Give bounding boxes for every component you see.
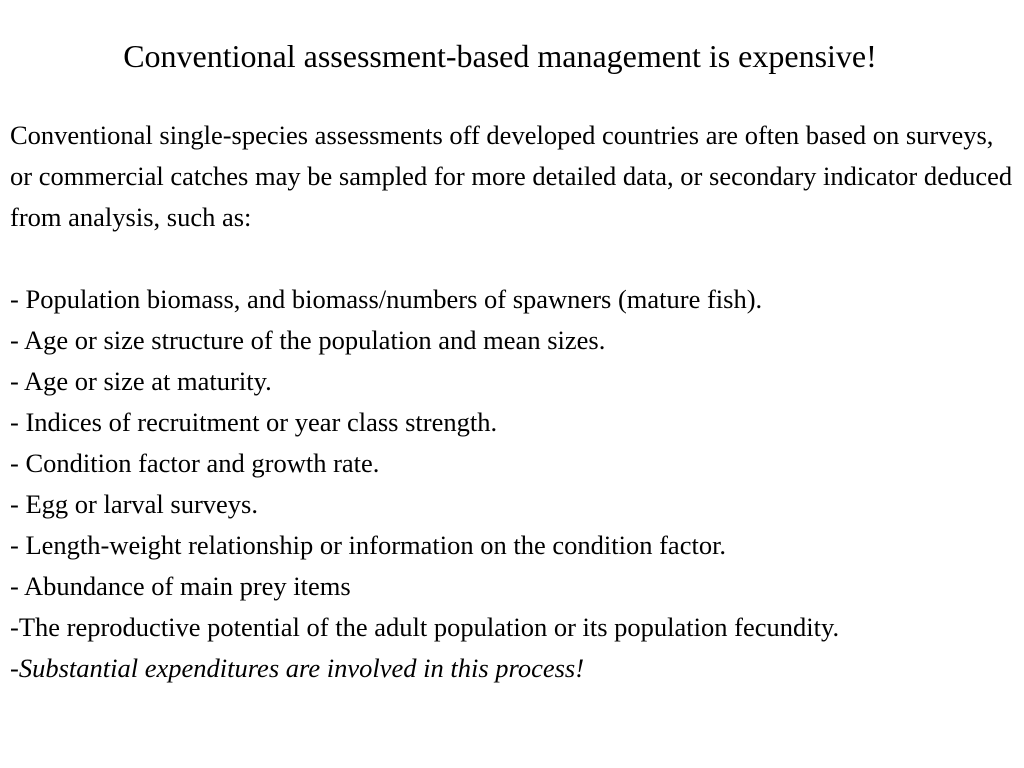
closing-emphasis: Substantial expenditures are involved in this process! (18, 653, 585, 683)
list-item: - Age or size structure of the population and mean sizes. (10, 325, 606, 355)
list-item: - Egg or larval surveys. (10, 489, 258, 519)
list-item: - Indices of recruitment or year class strength. (10, 407, 498, 437)
list-item: - Condition factor and growth rate. (10, 448, 380, 478)
slide-body (10, 115, 1015, 689)
list-item: -The reproductive potential of the adult population or its population fecundity. (10, 612, 840, 642)
closing-prefix: - (10, 653, 19, 683)
list-item: - Population biomass, and biomass/numbers of spawners (mature fish). (10, 284, 763, 314)
list-item: - Age or size at maturity. (10, 366, 272, 396)
list-item: - Abundance of main prey items (10, 571, 351, 601)
list-item: - Length-weight relationship or information on the condition factor. (10, 530, 727, 560)
paragraph-spacer (10, 238, 1015, 279)
indicator-list (10, 279, 1015, 689)
closing-statement (10, 648, 1015, 689)
intro-paragraph: Conventional single-species assessments off developed countries are often based on surveys, or commercial catches may be sampled for more detailed data, or secondary indicator deduced from analysis, such as: (10, 120, 1013, 232)
slide-title: Conventional assessment-based management is expensive! (123, 38, 877, 74)
